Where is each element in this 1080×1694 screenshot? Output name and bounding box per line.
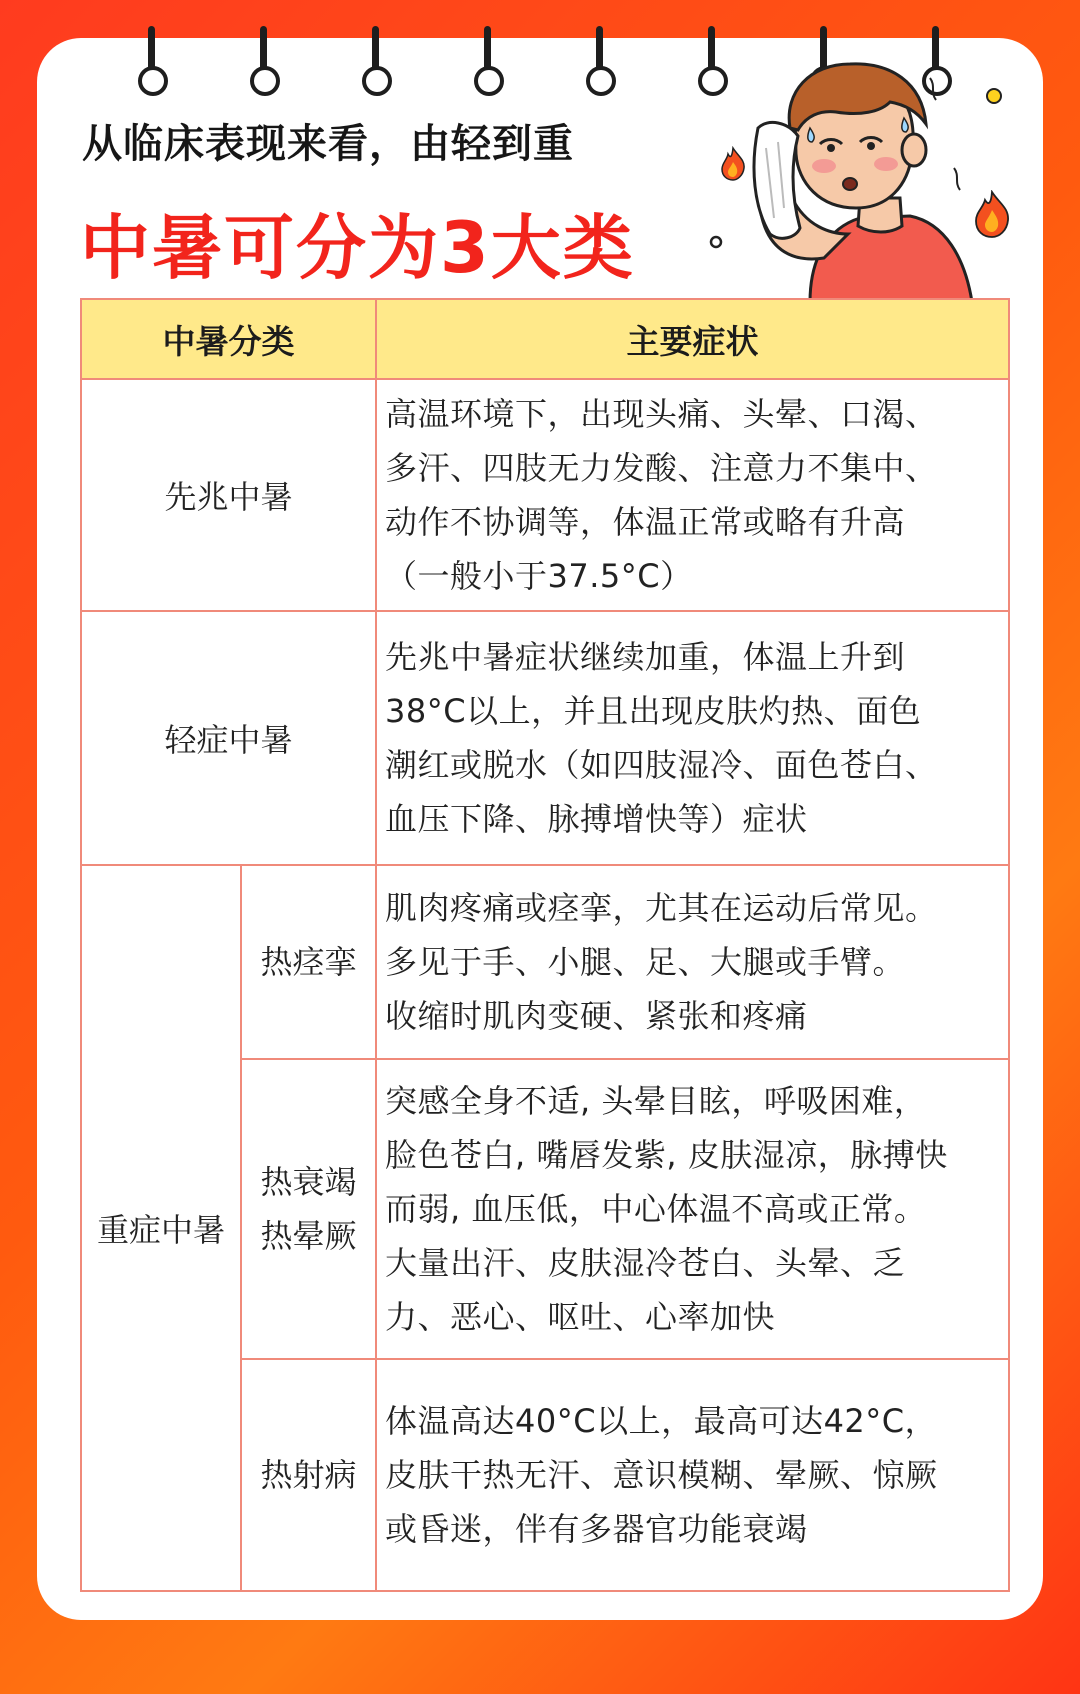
table-row [81,865,1009,1059]
binder-ring [248,26,278,102]
symptoms-cell: 突感全身不适, 头晕目眩，呼吸困难， 脸色苍白, 嘴唇发紫, 皮肤湿凉，脉搏快 而弱, 血压低，中心体温不高或正常。 大量出汗、皮肤湿冷苍白、头晕、乏 力、恶心、呕吐、心率加快 [376,1059,1009,1359]
heatstroke-classification-table [80,298,1010,1592]
category-cell: 轻症中暑 [81,611,376,865]
header-category: 中暑分类 [81,299,376,379]
symptoms-cell: 肌肉疼痛或痉挛，尤其在运动后常见。 多见于手、小腿、足、大腿或手臂。 收缩时肌肉变硬、紧张和疼痛 [376,865,1009,1059]
binder-ring [696,26,726,102]
binder-ring [584,26,614,102]
subtype-cell: 热痉挛 [241,865,376,1059]
symptoms-cell: 先兆中暑症状继续加重，体温上升到 38°C以上，并且出现皮肤灼热、面色 潮红或脱水（如四肢湿冷、面色苍白、 血压下降、脉搏增快等）症状 [376,611,1009,865]
binder-ring [360,26,390,102]
page-title: 中暑可分为3大类 [80,207,635,289]
header-symptoms: 主要症状 [376,299,1009,379]
category-cell: 先兆中暑 [81,379,376,611]
subtype-cell: 热射病 [241,1359,376,1591]
table-row [81,611,1009,865]
symptoms-cell: 高温环境下，出现头痛、头晕、口渴、 多汗、四肢无力发酸、注意力不集中、 动作不协调等，体温正常或略有升高 （一般小于37.5°C） [376,379,1009,611]
binder-ring [136,26,166,102]
small-circle-icon [708,234,724,250]
sweating-person-illustration [740,58,980,302]
category-cell: 重症中暑 [81,865,241,1591]
subtype-cell: 热衰竭 热晕厥 [241,1059,376,1359]
table-row [81,379,1009,611]
binder-ring [472,26,502,102]
subtitle: 从临床表现来看，由轻到重 [82,121,574,167]
symptoms-cell: 体温高达40°C以上，最高可达42°C， 皮肤干热无汗、意识模糊、晕厥、惊厥 或昏迷，伴有多器官功能衰竭 [376,1359,1009,1591]
yellow-dot-icon [984,86,1004,106]
